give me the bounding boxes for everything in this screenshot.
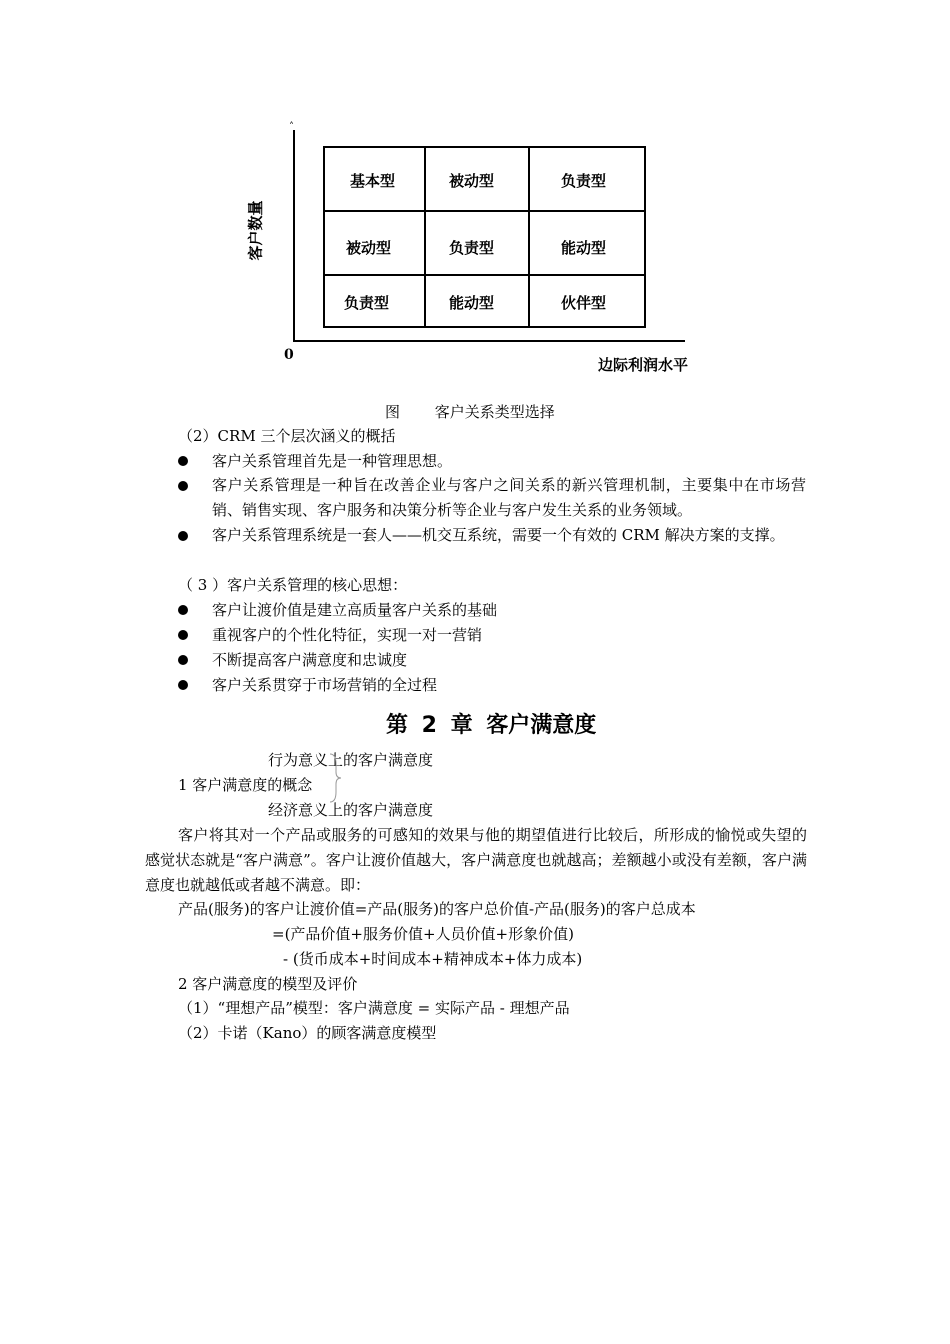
y-axis-label: 客户数量 [246,200,265,261]
bullet-text: 客户关系管理系统是一套人——机交互系统，需要一个有效的 CRM 解决方案的支撑。 [212,526,785,544]
grid-cell: 被动型 [449,172,495,190]
section-heading: （ 3 ）客户关系管理的核心思想： [178,576,408,594]
bullet-text: 重视客户的个性化特征，实现一对一营销 [212,626,483,644]
grid-cell: 负责型 [449,239,495,257]
bullet-icon [178,531,188,541]
chapter-title: 第 2 章 客户满意度 [386,713,597,738]
y-axis-arrow: ˄ [289,122,294,133]
concept-label: 1 客户满意度的概念 [178,776,313,794]
section-heading: （2）CRM 三个层次涵义的概括 [178,427,396,445]
grid-cell: 能动型 [449,294,495,312]
grid-cell: 负责型 [344,294,390,312]
grid-cell: 基本型 [350,172,396,190]
relationship-grid [323,146,646,328]
bullet-text: 客户关系贯穿于市场营销的全过程 [212,676,438,694]
grid-divider [528,148,530,326]
formula-line: 产品(服务)的客户让渡价值=产品(服务)的客户总价值-产品(服务)的客户总成本 [178,900,696,918]
bullet-text: 不断提高客户满意度和忠诚度 [212,651,408,669]
bullet-icon [178,456,188,466]
section-heading: 2 客户满意度的模型及评价 [178,975,358,993]
bullet-icon [178,605,188,615]
bullet-icon [178,655,188,665]
grid-cell: 伙伴型 [561,294,607,312]
bullet-text: 客户关系管理是一种旨在改善企业与客户之间关系的新兴管理机制，主要集中在市场营销、销售实现、客户服务和决策分析等企业与客户发生关系的业务领域。 [212,476,806,519]
bullet-icon [178,481,188,491]
model-item: （1）“理想产品”模型：客户满意度 = 实际产品 - 理想产品 [178,999,570,1017]
origin-label: 0 [284,347,294,363]
grid-divider [424,148,426,326]
grid-cell: 负责型 [561,172,607,190]
grid-cell: 能动型 [561,239,607,257]
grid-divider [325,274,644,276]
x-axis [293,340,685,342]
concept-bottom: 经济意义上的客户满意度 [268,801,434,819]
satisfaction-paragraph: 客户将其对一个产品或服务的可感知的效果与他的期望值进行比较后，所形成的愉悦或失望的感觉状态就是“客户满意”。客户让渡价值越大，客户满意度也就越高；差额越小或没有差额，客户满意度也就越低或者越不满意。即： [145,826,807,894]
bullet-text: 客户关系管理首先是一种管理思想。 [212,452,453,470]
y-axis [293,130,295,342]
grid-divider [325,210,644,212]
formula-line: =(产品价值+服务价值+人员价值+形象价值) [272,925,574,943]
brace-icon [328,752,342,804]
x-axis-label: 边际利润水平 [598,356,689,374]
model-item: （2）卡诺（Kano）的顾客满意度模型 [178,1024,437,1042]
figure-caption: 图 客户关系类型选择 [385,403,555,421]
bullet-text: 客户让渡价值是建立高质量客户关系的基础 [212,601,498,619]
bullet-icon [178,680,188,690]
grid-cell: 被动型 [346,239,392,257]
formula-line: - (货币成本+时间成本+精神成本+体力成本) [283,950,583,968]
bullet-icon [178,630,188,640]
concept-top: 行为意义上的客户满意度 [268,751,434,769]
